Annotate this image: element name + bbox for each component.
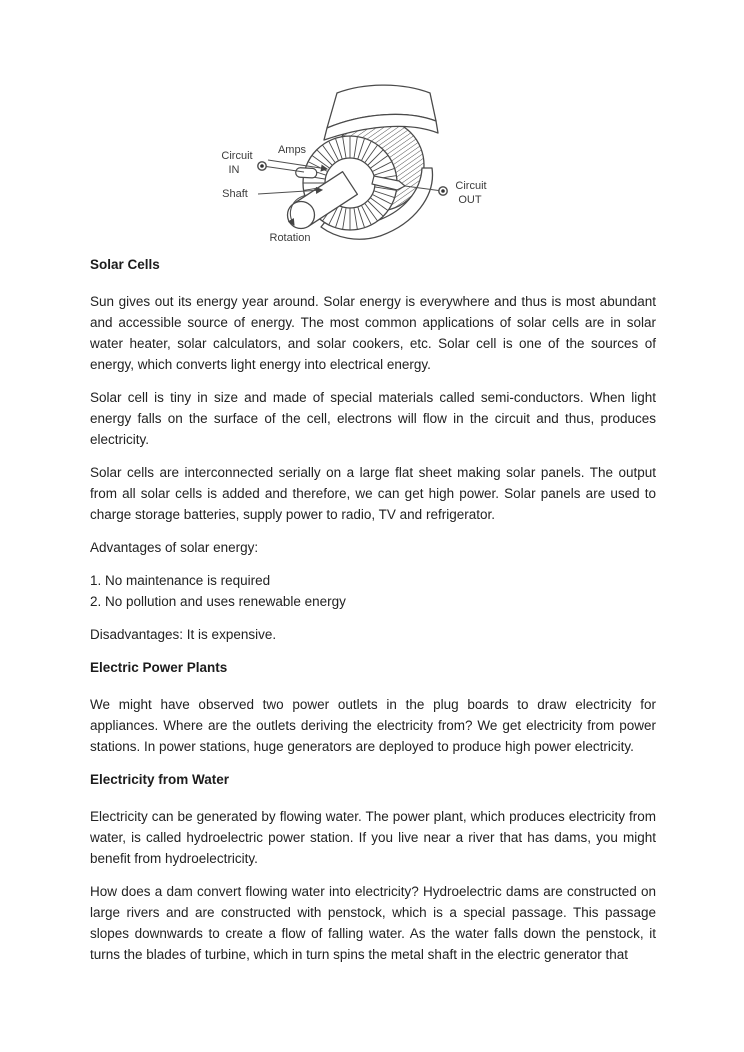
label-circuit-in-line2: IN (228, 164, 240, 176)
label-rotation: Rotation (269, 232, 311, 244)
advantages-list-item-2: 2. No pollution and uses renewable energy (90, 594, 346, 609)
paragraph-hydro-intro: Electricity can be generated by flowing water. The power plant, which produces electricity from water, is called hydroelectric power station. If you live near a river that has dams, you might benefit from hydroelectricity. (90, 809, 656, 866)
label-circuit-out-line1: Circuit (455, 180, 487, 192)
paragraph-disadvantages: Disadvantages: It is expensive. (90, 627, 277, 642)
generator-diagram-svg (200, 80, 500, 252)
document-body (90, 254, 656, 977)
paragraph-dam-conversion: How does a dam convert flowing water into electricity? Hydroelectric dams are constructed on large rivers and are constructed with penstock, which is a special passage. This passage slopes downwards to create a flow of falling water. As the water falls down the penstock, it turns the blades of turbine, which in turn spins the metal shaft in the electric generator that (90, 884, 656, 962)
heading-solar-cells: Solar Cells (90, 257, 160, 272)
label-shaft: Shaft (222, 188, 248, 200)
advantages-list-item-1: 1. No maintenance is required (90, 573, 271, 588)
label-circuit-out-line2: OUT (458, 194, 482, 206)
heading-electricity-from-water: Electricity from Water (90, 772, 230, 787)
advantages-list (90, 570, 656, 612)
paragraph-advantages-label: Advantages of solar energy: (90, 540, 259, 555)
heading-electric-power-plants: Electric Power Plants (90, 660, 228, 675)
brush-tab-left (296, 168, 317, 179)
circuit-in-terminal (258, 162, 266, 170)
generator-figure (200, 80, 500, 252)
circuit-out-terminal (439, 187, 447, 195)
paragraph-solar-intro: Sun gives out its energy year around. Solar energy is everywhere and thus is most abundant and accessible source of energy. The most common applications of solar cells are in solar water heater, solar calculators, and solar cookers, etc. Solar cell is one of the sources of energy, which converts light energy into electrical energy. (90, 294, 656, 372)
paragraph-power-plants: We might have observed two power outlets in the plug boards to draw electricity for appliances. Where are the outlets deriving the electricity from? We get electricity from power stations. In power stations, huge generators are deployed to produce high power electricity. (90, 697, 656, 754)
paragraph-solar-cell-size: Solar cell is tiny in size and made of special materials called semi-conductors. When light energy falls on the surface of the cell, electrons will flow in the circuit and thus, produces electricity. (90, 390, 656, 447)
paragraph-solar-panels: Solar cells are interconnected serially on a large flat sheet making solar panels. The output from all solar cells is added and therefore, we can get high power. Solar panels are used to charge storage batteries, supply power to radio, TV and refrigerator. (90, 465, 656, 522)
label-amps: Amps (277, 144, 307, 156)
label-circuit-in-line1: Circuit (221, 150, 253, 162)
